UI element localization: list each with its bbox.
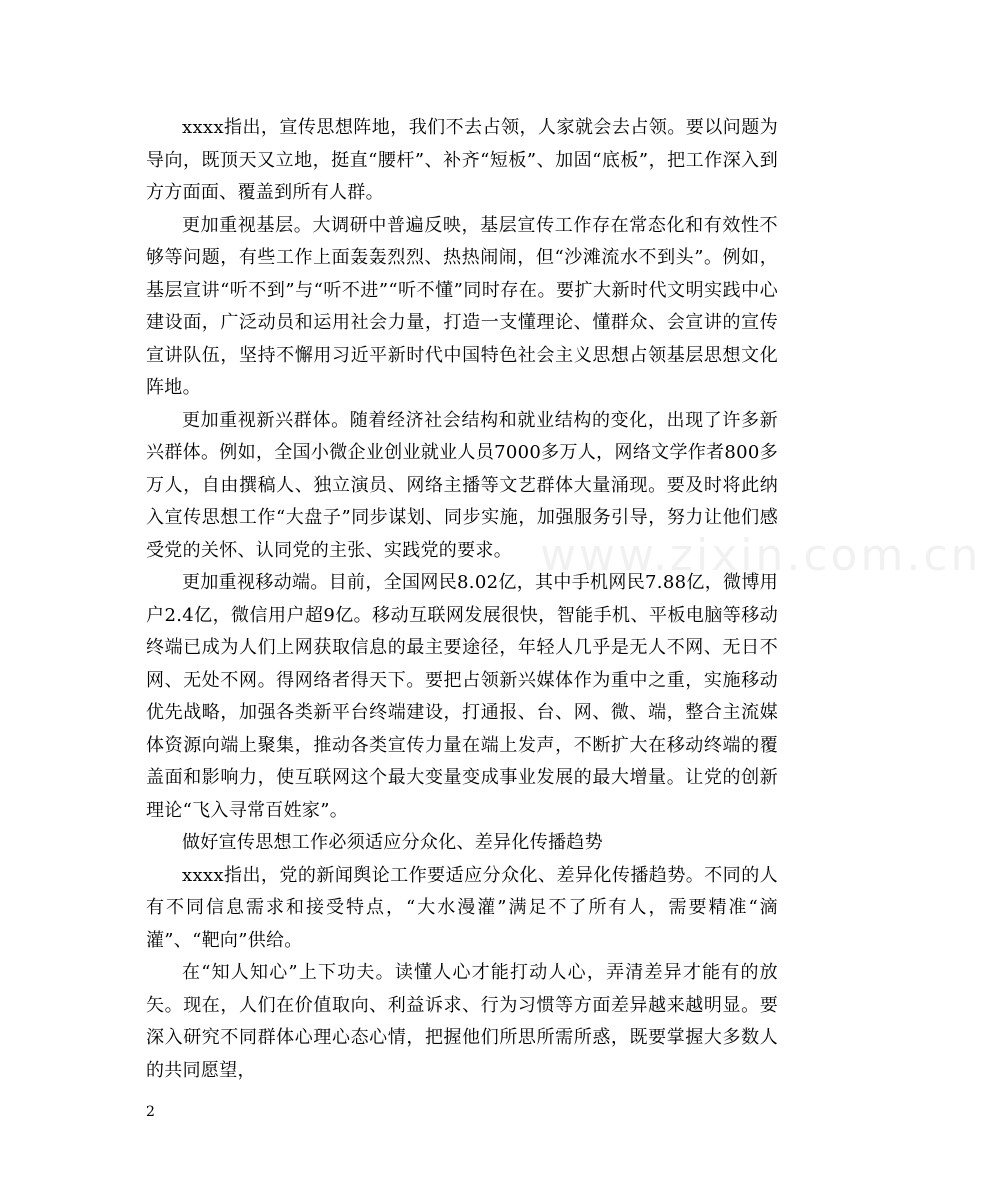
page-number: 2 bbox=[146, 1104, 155, 1120]
paragraph: 在“知人知心”上下功夫。读懂人心才能打动人心，弄清差异才能有的放矢。现在，人们在价值取向、利益诉求、行为习惯等方面差异越来越明显。要深入研究不同群体心理心态心情，把握他们所思所需所惑，既要掌握大多数人的共同愿望， bbox=[146, 962, 778, 1081]
paragraph: 更加重视移动端。目前，全国网民8.02亿，其中手机网民7.88亿，微博用户2.4亿，微信用户超9亿。移动互联网发展很快，智能手机、平板电脑等移动终端已成为人们上网获取信息的最主要途径，年轻人几乎是无人不网、无日不网、无处不网。得网络者得天下。要把占领新兴媒体作为重中之重，实施移动优先战略，加强各类新平台终端建设，打通报、台、网、微、端，整合主流媒体资源向端上聚集，推动各类宣传力量在端上发声，不断扩大在移动终端的覆盖面和影响力，使互联网这个最大变量变成事业发展的最大增量。让党的创新理论“飞入寻常百姓家”。 bbox=[146, 572, 778, 821]
paragraph: xxxx指出，党的新闻舆论工作要适应分众化、差异化传播趋势。不同的人有不同信息需求和接受特点，“大水漫灌”满足不了所有人，需要精准“滴灌”、“靶向”供给。 bbox=[146, 864, 778, 951]
paragraph: 更加重视新兴群体。随着经济社会结构和就业结构的变化，出现了许多新兴群体。例如，全国小微企业创业就业人员7000多万人，网络文学作者800多万人，自由撰稿人、独立演员、网络主播等文艺群体大量涌现。要及时将此纳入宣传思想工作“大盘子”同步谋划、同步实施，加强服务引导，努力让他们感受党的关怀、认同党的主张、实践党的要求。 bbox=[146, 409, 778, 561]
paragraph: 更加重视基层。大调研中普遍反映，基层宣传工作存在常态化和有效性不够等问题，有些工作上面轰轰烈烈、热热闹闹，但“沙滩流水不到头”。例如，基层宣讲“听不到”与“听不进”“听不懂”同时存在。要扩大新时代文明实践中心建设面，广泛动员和运用社会力量，打造一支懂理论、懂群众、会宣讲的宣传宣讲队伍，坚持不懈用习近平新时代中国特色社会主义思想占领基层思想文化阵地。 bbox=[146, 214, 778, 398]
watermark: www.zixin.com.cn bbox=[540, 530, 981, 581]
paragraph: xxxx指出，宣传思想阵地，我们不去占领，人家就会去占领。要以问题为导向，既顶天又立地，挺直“腰杆”、补齐“短板”、加固“底板”，把工作深入到方方面面、覆盖到所有人群。 bbox=[146, 117, 778, 203]
section-heading: 做好宣传思想工作必须适应分众化、差异化传播趋势 bbox=[182, 832, 603, 853]
document-body bbox=[146, 112, 778, 1087]
